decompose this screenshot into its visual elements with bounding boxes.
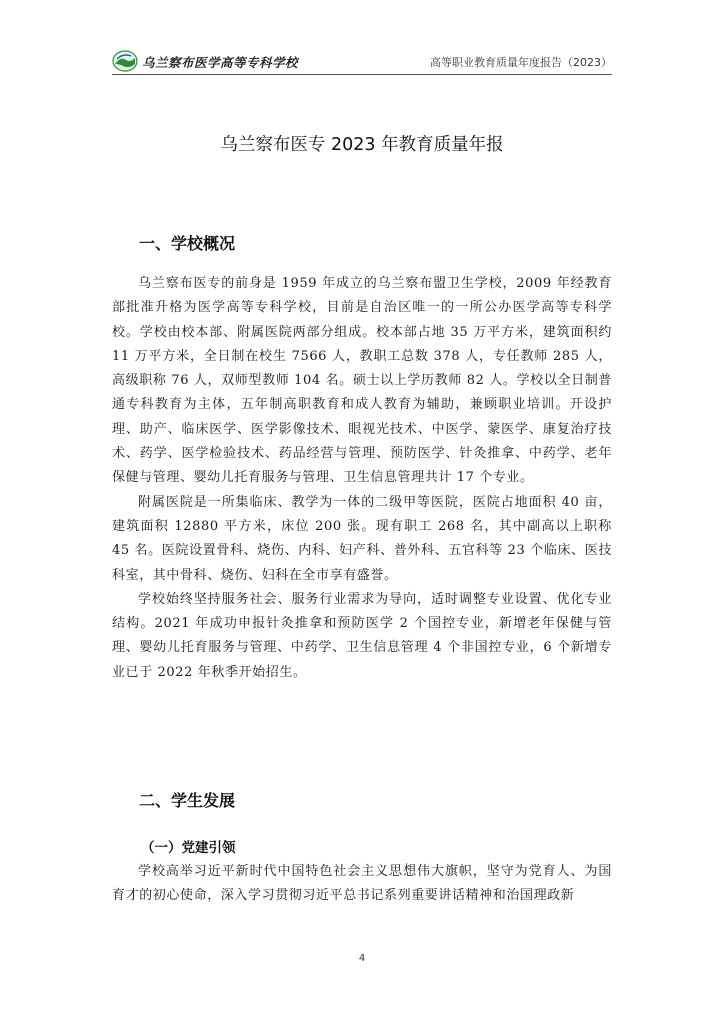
paragraph: 附属医院是一所集临床、教学为一体的二级甲等医院，医院占地面积 40 亩，建筑面积 12880 平方米，床位 200 张。现有职工 268 名，其中副高以上职称 45 名。医院设置骨科、烧伤、内科、妇产科、普外科、五官科等 23 个临床、医技科室，其中骨科、烧伤、妇科在全市享有盛誉。 <box>112 494 612 583</box>
school-overview-body <box>112 272 612 685</box>
section-heading-student-development: 二、学生发展 <box>139 791 236 810</box>
page-number: 4 <box>358 953 366 964</box>
party-building-body <box>112 860 612 909</box>
paragraph: 学校高举习近平新时代中国特色社会主义思想伟大旗帜，坚守为党育人、为国育才的初心使命，深入学习贯彻习近平总书记系列重要讲话精神和治国理政新 <box>112 864 612 904</box>
section-heading-school-overview: 一、学校概况 <box>139 234 236 253</box>
subsection-heading-party-building: （一）党建引领 <box>141 840 236 856</box>
paragraph: 乌兰察布医专的前身是 1959 年成立的乌兰察布盟卫生学校，2009 年经教育部批准升格为医学高等专科学校，目前是自治区唯一的一所公办医学高等专科学校。学校由校本部、附属医院两部分组成。校本部占地 35 万平方米，建筑面积约 11 万平方米，全日制在校生 7566 人，教职工总数 378 人，专任教师 285 人，高级职称 76 人，双师型教师 104 名。硕士以上学历教师 82 人。学校以全日制普通专科教育为主体，五年制高职教育和成人教育为辅助，兼顾职业培训。开设护理、助产、临床医学、医学影像技术、眼视光技术、中医学、蒙医学、康复治疗技术、药学、医学检验技术、药品经营与管理、预防医学、针灸推拿、中药学、老年保健与管理、婴幼儿托育服务与管理、卫生信息管理共计 17 个专业。 <box>112 276 612 486</box>
page-header <box>112 50 612 72</box>
school-name-logotype: 乌兰察布医学高等专科学校 <box>142 55 299 70</box>
header-divider <box>112 74 612 75</box>
paragraph: 学校始终坚持服务社会、服务行业需求为导向，适时调整专业设置、优化专业结构。2021 年成功申报针灸推拿和预防医学 2 个国控专业，新增老年保健与管理、婴幼儿托育服务与管理、中药学、卫生信息管理 4 个非国控专业，6 个新增专业已于 2022 年秋季开始招生。 <box>112 591 612 680</box>
document-title: 乌兰察布医专 2023 年教育质量年报 <box>220 135 504 155</box>
school-logo-icon <box>112 50 138 72</box>
report-header-title: 高等职业教育质量年度报告（2023） <box>430 56 612 69</box>
